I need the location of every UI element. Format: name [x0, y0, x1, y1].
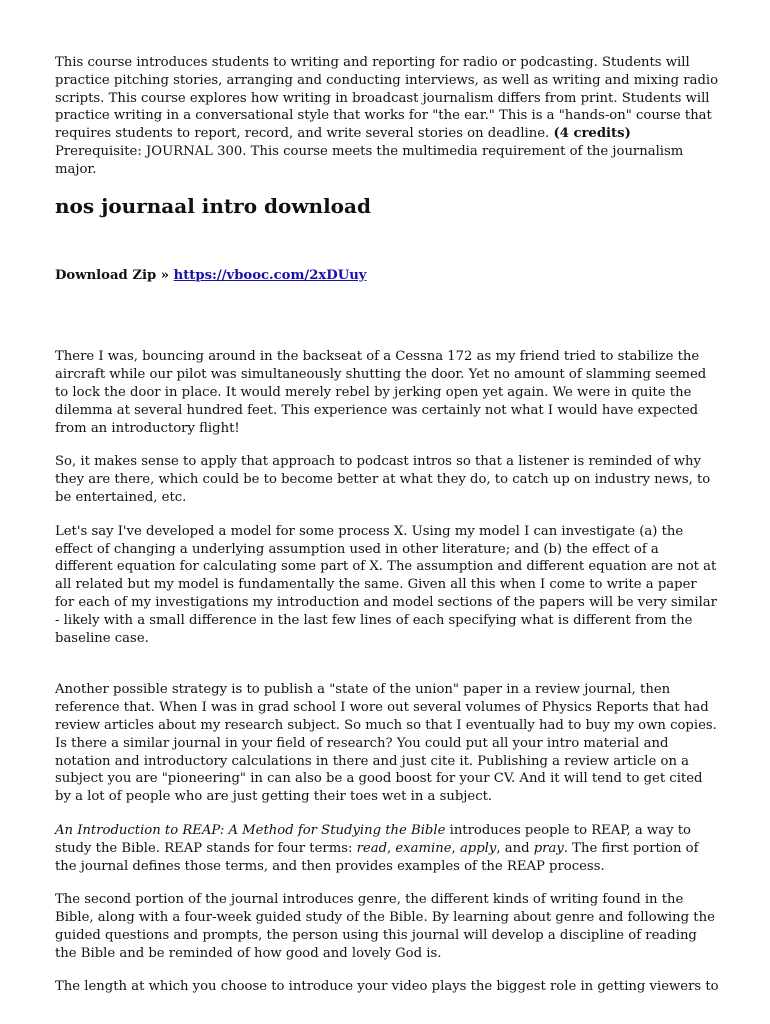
paragraph-cessna: There I was, bouncing around in the backseat of a Cessna 172 as my friend tried to stabilize the aircraft while our pilot was simultaneously shutting the door. Yet no amount of slamming seemed to lock the door in place. It would merely rebel by jerking open yet again. We were in quite the dilemma at several hundred feet. This experience was certainly not what I would have expected from an introductory flight!	[55, 349, 707, 436]
reap-text-a: introduces people to REAP, a way to study the Bible. REAP stands for four terms:	[55, 822, 691, 856]
document-page	[55, 54, 719, 996]
spacer	[55, 284, 719, 348]
paragraph-review-journal: Another possible strategy is to publish a "state of the union" paper in a review journal, then reference that. When I was in grad school I wore out several volumes of Physics Reports that had review articles about my research subject. So much so that I eventually had to buy my own copies. Is there a similar journal in your field of research? You could put all your intro material and notation and introductory calculations in there and just cite it. Publishing a review article on a subject you are "pioneering" in can also be a good boost for your CV. And it will tend to get cited by a lot of people who are just getting their toes wet in a subject.	[55, 682, 717, 805]
reap-sep: ,	[451, 840, 460, 856]
reap-text-b: . The first portion of the journal defines those terms, and then provides examples of the REAP process.	[55, 840, 699, 874]
download-label: Download Zip »	[55, 267, 174, 283]
course-credits: (4 credits)	[553, 126, 631, 142]
spacer	[55, 962, 719, 978]
paragraph-genre: The second portion of the journal introduces genre, the different kinds of writing found in the Bible, along with a four-week guided study of the Bible. By learning about genre and following the guided questions and prompts, the person using this journal will develop a discipline of reading the Bible and be reminded of how good and lovely God is.	[55, 892, 715, 961]
spacer	[55, 437, 719, 453]
paragraph-reap	[55, 822, 719, 875]
paragraph-video-length: The length at which you choose to introduce your video plays the biggest role in getting viewers to	[55, 979, 719, 995]
page-title: nos journaal intro download	[55, 193, 371, 218]
course-description	[55, 54, 719, 179]
download-link[interactable]: https://vbooc.com/2xDUuy	[173, 267, 367, 283]
reap-term-examine: examine	[395, 840, 452, 856]
reap-sep: ,	[387, 840, 396, 856]
paragraph-model-process: Let's say I've developed a model for some process X. Using my model I can investigate (a) the effect of changing a underlying assumption used in other literature; and (b) the effect of a different equation for calculating some part of X. The assumption and different equation are not at all related but my model is fundamentally the same. Given all this when I come to write a paper for each of my investigations my introduction and model sections of the papers will be very similar - likely with a small difference in the last few lines of each specifying what is different from the baseline case.	[55, 523, 717, 646]
spacer	[55, 806, 719, 822]
course-prerequisite: Prerequisite: JOURNAL 300. This course meets the multimedia requirement of the journalism major.	[55, 143, 684, 177]
reap-term-read: read	[356, 840, 388, 856]
reap-term-apply: apply	[459, 840, 497, 856]
reap-term-pray: pray	[533, 840, 564, 856]
download-line	[55, 267, 719, 285]
spacer	[55, 875, 719, 891]
spacer	[55, 507, 719, 523]
reap-book-title: An Introduction to REAP: A Method for Studying the Bible	[55, 822, 446, 838]
course-description-text: This course introduces students to writing and reporting for radio or podcasting. Students will practice pitching stories, arranging and conducting interviews, as well as writing and mixing radio scripts. This course explores how writing in broadcast journalism differs from print. Students will practice writing in a conversational style that works for "the ear." This is a "hands-on" course that requires students to report, record, and write several stories on deadline.	[55, 55, 719, 142]
reap-sep: , and	[496, 840, 534, 856]
paragraph-podcast-intros: So, it makes sense to apply that approach to podcast intros so that a listener is reminded of why they are there, which could be to become better at what they do, to catch up on industry news, to be entertained, etc.	[55, 454, 711, 505]
spacer	[55, 647, 719, 681]
